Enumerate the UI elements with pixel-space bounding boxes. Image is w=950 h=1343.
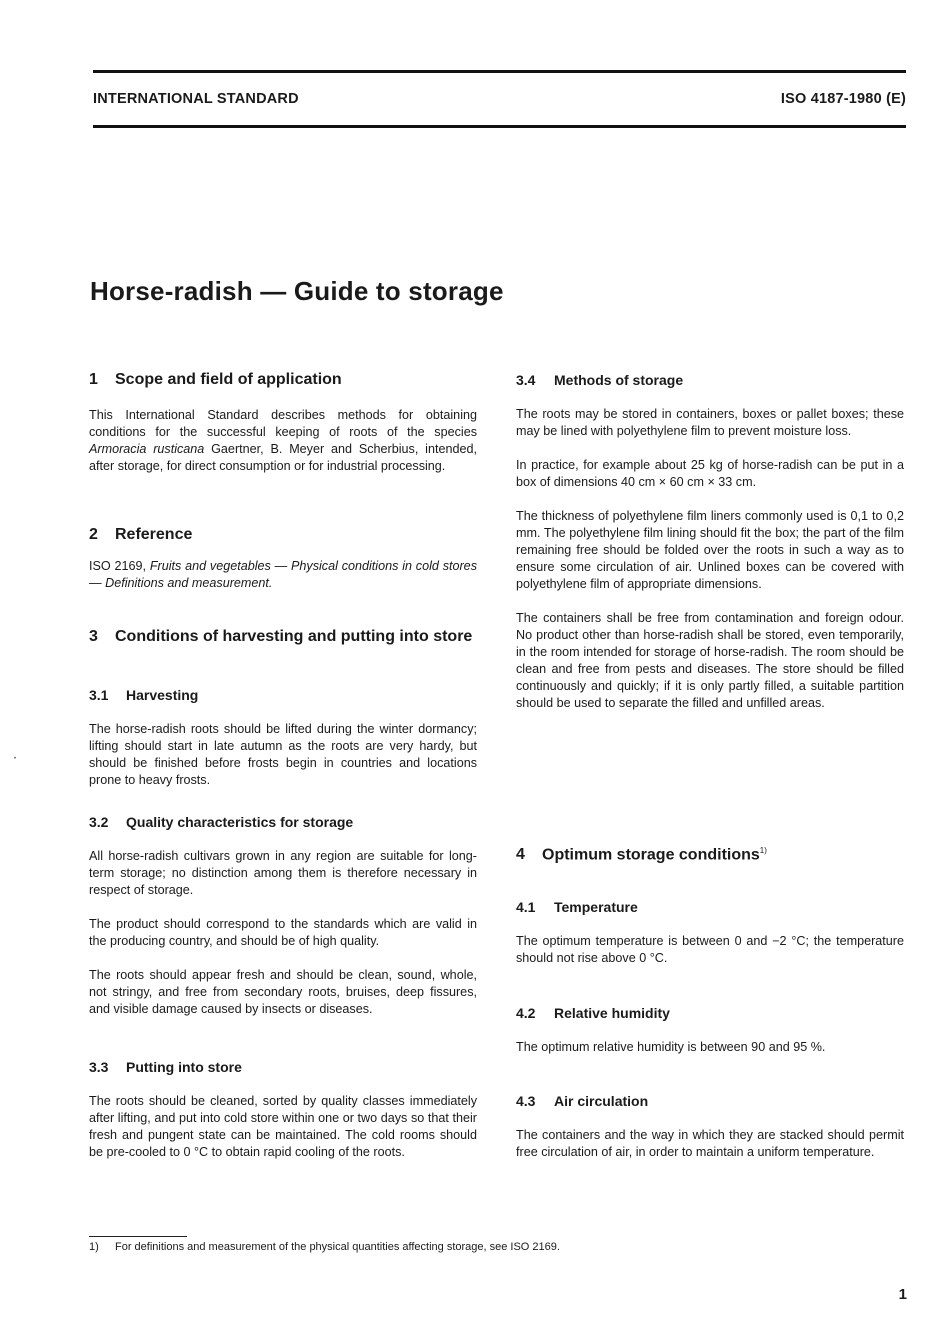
subsection-heading: 4.3 Air circulation [516,1093,649,1109]
subsection-heading: 3.1 Harvesting [89,687,199,703]
paragraph: In practice, for example about 25 kg of horse-radish can be put in a box of dimensions 40 cm × 60 cm × 33 cm. [516,458,904,489]
section-4-2 [516,1004,904,1056]
header-bottom-rule [93,125,906,128]
section-4-1 [516,898,904,967]
section-3-4 [516,371,904,712]
section-heading: 4 Optimum storage conditions$^{1)}$ [516,846,767,864]
paragraph: The horse-radish roots should be lifted during the winter dormancy; lifting should start in late autumn as the roots are very hardy, but should be finished before frosts begin in countries and locations prone to heavy frosts. [89,722,477,787]
paragraph: The roots may be stored in containers, boxes or pallet boxes; these may be lined with polyethylene film to prevent moisture loss. [516,407,904,438]
section-3-1 [89,686,477,789]
section-4 [516,841,904,864]
subsection-heading: 3.2 Quality characteristics for storage [89,814,354,830]
paragraph: The product should correspond to the standards which are valid in the producing country, and should be of high quality. [89,917,477,948]
footnote-rule [89,1236,187,1237]
paragraph: The containers and the way in which they are stacked should permit free circulation of air, in order to maintain a uniform temperature. [516,1128,904,1159]
paragraph: The thickness of polyethylene film liners commonly used is 0,1 to 0,2 mm. The polyethylene film lining should fit the box; the part of the film remaining free should be folded over the roots in such a way as to ensure some circulation of air. Unlined boxes can be covered with polyethylene film of appropriate dimensions. [516,509,904,591]
paragraph: The roots should be cleaned, sorted by quality classes immediately after lifting, and put into cold store within one or two days so that their fresh and pungent state can be maintained. The cold rooms should be pre-cooled to 0 °C to obtain rapid cooling of the roots. [89,1094,477,1159]
footnote: 1) For definitions and measurement of the physical quantities affecting storage, see ISO 2169. [89,1241,560,1253]
section-3 [89,627,477,646]
header-top-rule [93,70,906,73]
page-number: 1 [898,1286,907,1303]
footnote-reference: 1) [759,846,767,855]
section-heading: 1 Scope and field of application [89,371,342,388]
document-title: Horse-radish — Guide to storage [90,276,504,306]
section-4-3 [516,1092,904,1161]
standard-type-label: INTERNATIONAL STANDARD [93,91,299,107]
paragraph: The roots should appear fresh and should be clean, sound, whole, not stringy, and free from secondary roots, bruises, deep fissures, and visible damage caused by insects or diseases. [89,968,477,1016]
paragraph: This International Standard describes methods for obtaining conditions for the successful keeping of roots of the species Armoracia rusticana Gaertner, B. Meyer and Scherbius, intended, after storage, for direct consumption or for industrial processing. [89,408,477,473]
section-heading: 3 Conditions of harvesting and putting into store [89,628,473,645]
section-1 [89,370,477,475]
paragraph: The containers shall be free from contamination and foreign odour. No product other than horse-radish shall be stored, even temporarily, in the room intended for storage of horse-radish. The room should be clean and free from pests and diseases. The store should be filled continuously and quickly; if it is only partly filled, a suitable partition should be used to separate the filled and unfilled areas. [516,611,904,710]
section-3-3 [89,1058,477,1161]
paragraph: The optimum relative humidity is between 90 and 95 %. [516,1040,826,1054]
margin-mark: • [14,756,17,762]
subsection-heading: 4.2 Relative humidity [516,1005,670,1021]
standard-number: ISO 4187-1980 (E) [780,91,906,107]
subsection-heading: 3.3 Putting into store [89,1059,242,1075]
section-heading: 2 Reference [89,526,193,543]
reference-entry: ISO 2169, Fruits and vegetables — Physical conditions in cold stores — Definitions and measurement. [89,559,477,590]
subsection-heading: 4.1 Temperature [516,899,638,915]
paragraph: All horse-radish cultivars grown in any region are suitable for long-term storage; no distinction among them is therefore necessary in respect of storage. [89,849,477,897]
subsection-heading: 3.4 Methods of storage [516,372,684,388]
section-2 [89,525,477,592]
section-3-2 [89,813,477,1018]
paragraph: The optimum temperature is between 0 and −2 °C; the temperature should not rise above 0 °C. [516,934,904,965]
